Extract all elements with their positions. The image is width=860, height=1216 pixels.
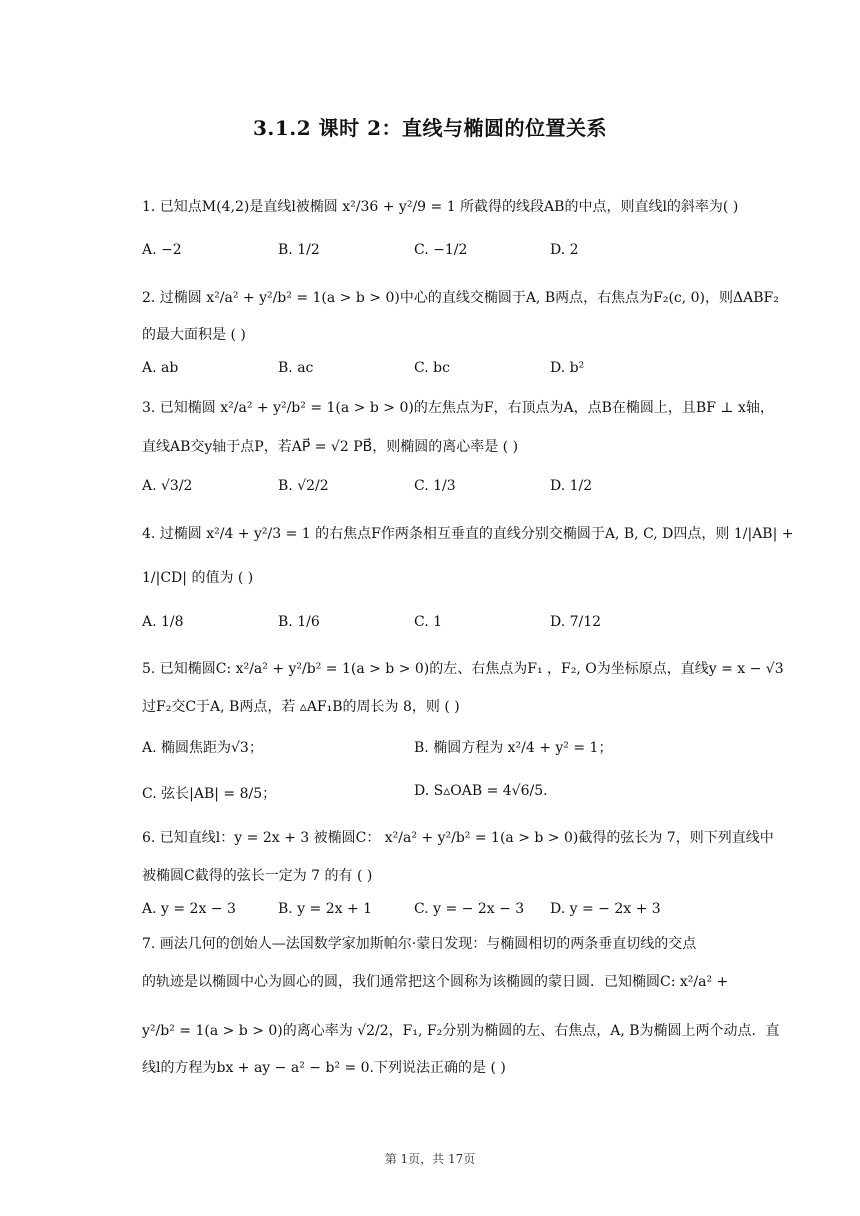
option-a: A. y = 2x − 3	[142, 901, 236, 917]
question-6-options	[142, 901, 752, 923]
option-c: C. −1/2	[414, 242, 468, 258]
question-4-line-1: 4. 过椭圆 x²/4 + y²/3 = 1 的右焦点F作两条相互垂直的直线分别交椭圆于A, B, C, D四点，则 1/|AB| +	[142, 526, 794, 542]
question-5-line-1: 5. 已知椭圆C: x²/a² + y²/b² = 1(a > b > 0)的左、右焦点为F₁ ，F₂, O为坐标原点，直线y = x − √3	[142, 661, 784, 677]
option-d: D. 1/2	[550, 478, 593, 494]
page-footer: 第 1页，共 17页	[384, 1152, 476, 1166]
option-d: D. b²	[550, 360, 585, 376]
option-c: C. bc	[414, 360, 450, 376]
question-2-options	[142, 360, 752, 382]
question-5-options-row-1	[142, 737, 752, 759]
option-c: C. y = − 2x − 3	[414, 901, 525, 917]
option-d: D. 7/12	[550, 614, 602, 630]
option-b: B. √2/2	[278, 478, 329, 494]
question-4-options	[142, 614, 752, 636]
option-a: A. ab	[142, 360, 179, 376]
question-7-line-1: 7. 画法几何的创始人—法国数学家加斯帕尔·蒙日发现：与椭圆相切的两条垂直切线的交点	[142, 936, 697, 952]
option-a: A. −2	[142, 242, 182, 258]
option-b: B. y = 2x + 1	[278, 901, 373, 917]
option-d: D. y = − 2x + 3	[550, 901, 661, 917]
question-3-line-1: 3. 已知椭圆 x²/a² + y²/b² = 1(a > b > 0)的左焦点为F，右顶点为A，点B在椭圆上，且BF ⊥ x轴，	[142, 400, 774, 416]
question-1-options	[142, 242, 752, 264]
option-d: D. S▵OAB = 4√6/5.	[414, 783, 548, 799]
question-3-line-2: 直线AB交y轴于点P，若AP⃗ = √2 PB⃗，则椭圆的离心率是 ( )	[142, 439, 519, 455]
question-6-line-2: 被椭圆C截得的弦长一定为 7 的有 ( )	[142, 868, 373, 884]
option-a: A. √3/2	[142, 478, 193, 494]
option-c: C. 1	[414, 614, 443, 630]
question-7-line-3: y²/b² = 1(a > b > 0)的离心率为 √2/2，F₁, F₂分别为椭圆的左、右焦点，A, B为椭圆上两个动点．直	[142, 1023, 780, 1039]
option-c: C. 弦长|AB| = 8/5；	[142, 786, 277, 802]
option-c: C. 1/3	[414, 478, 456, 494]
option-b: B. 1/2	[278, 242, 320, 258]
question-5-options-row-2	[142, 783, 752, 805]
question-3-options	[142, 478, 752, 500]
question-1: 1. 已知点M(4,2)是直线l被椭圆 x²/36 + y²/9 = 1 所截得的线段AB的中点，则直线l的斜率为( )	[142, 199, 739, 215]
page-title: 3.1.2 课时 2：直线与椭圆的位置关系	[252, 116, 607, 140]
option-a: A. 1/8	[142, 614, 184, 630]
question-7-line-2: 的轨迹是以椭圆中心为圆心的圆，我们通常把这个圆称为该椭圆的蒙日圆．已知椭圆C: x²/a² +	[142, 974, 729, 990]
question-6-line-1: 6. 已知直线l：y = 2x + 3 被椭圆C： x²/a² + y²/b² = 1(a > b > 0)截得的弦长为 7，则下列直线中	[142, 830, 774, 846]
option-d: D. 2	[550, 242, 579, 258]
question-5-line-2: 过F₂交C于A, B两点，若 ▵AF₁B的周长为 8，则 ( )	[142, 699, 460, 715]
question-2-line-2: 的最大面积是 ( )	[142, 327, 246, 343]
question-2-line-1: 2. 过椭圆 x²/a² + y²/b² = 1(a > b > 0)中心的直线交椭圆于A, B两点，右焦点为F₂(c, 0)，则ΔABF₂	[142, 290, 779, 306]
question-4-line-2: 1/|CD| 的值为 ( )	[142, 570, 254, 586]
option-b: B. ac	[278, 360, 314, 376]
option-b: B. 1/6	[278, 614, 320, 630]
question-7-line-4: 线l的方程为bx + ay − a² − b² = 0.下列说法正确的是 ( )	[142, 1060, 506, 1076]
option-a: A. 椭圆焦距为√3；	[142, 740, 263, 756]
option-b: B. 椭圆方程为 x²/4 + y² = 1；	[414, 740, 613, 756]
